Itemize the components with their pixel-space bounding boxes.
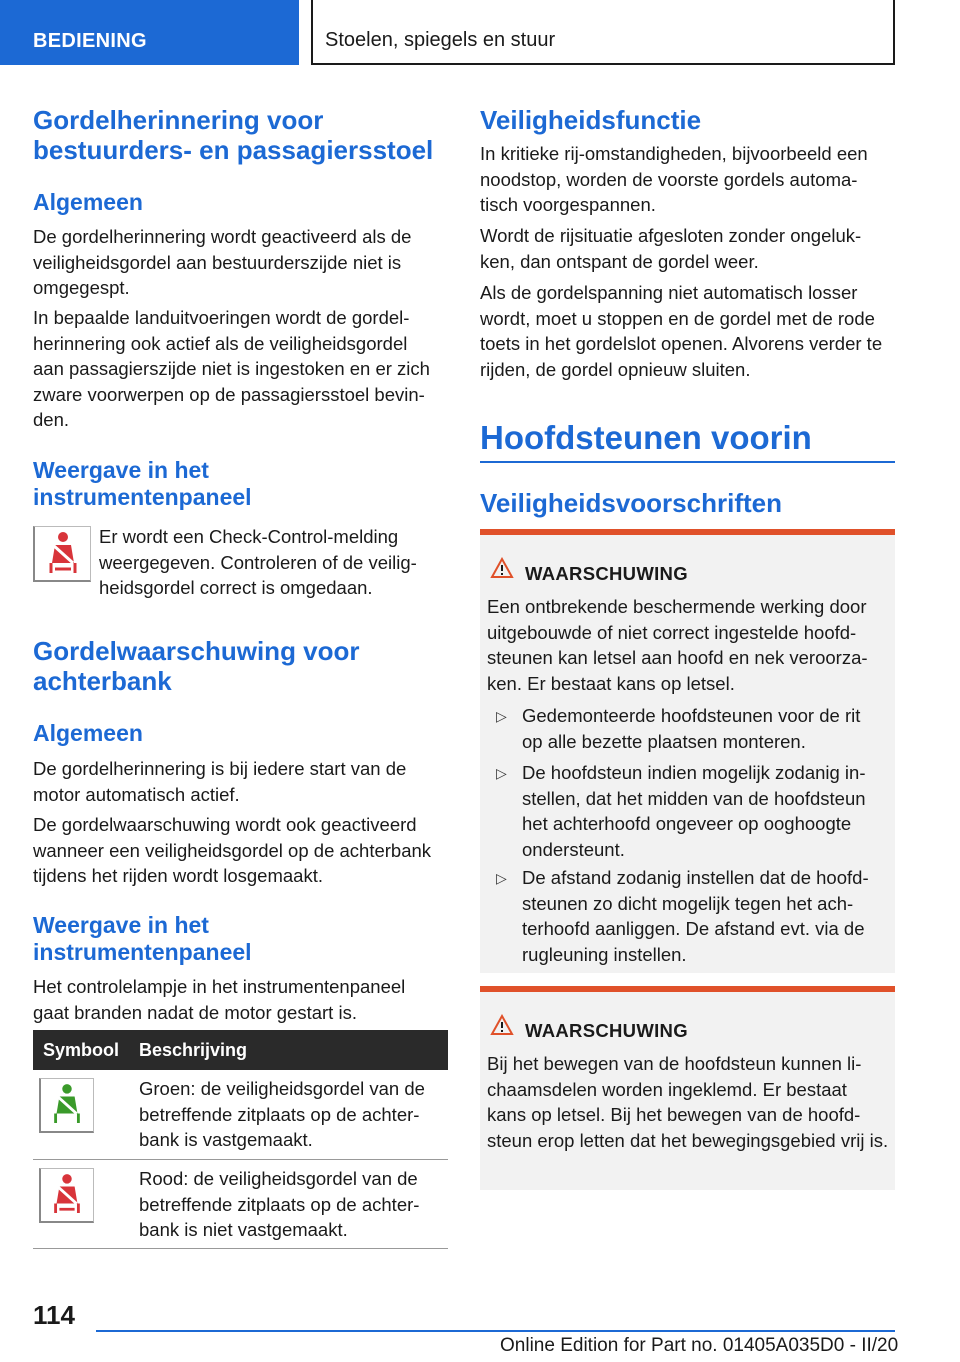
chapter-tab — [311, 0, 895, 65]
heading-underline — [480, 461, 895, 463]
column-header-description: Beschrijving — [139, 1040, 248, 1060]
paragraph: De gordelherinnering wordt geactiveerd als de veiligheidsgordel aan bestuurderszijde niet is omgegespt. — [33, 226, 412, 298]
warning-triangle-icon — [490, 1014, 514, 1041]
seatbelt-warning-red-icon — [33, 526, 91, 582]
heading-safety-regulations: Veiligheidsvoorschriften — [480, 488, 782, 518]
section-label: BEDIENING — [33, 30, 147, 52]
section-tab — [0, 0, 299, 65]
subheading-general: Algemeen — [33, 720, 143, 746]
seatbelt-green-icon — [39, 1078, 94, 1133]
heading-seatbelt-reminder-front: Gordelherinnering voor bestuurders- en passagiersstoel — [33, 105, 434, 165]
column-header-symbol: Symbool — [43, 1040, 120, 1060]
warning-text: Een ontbrekende beschermende werking door uitgebouwde of niet correct ingestelde hoofd-steunen kan letsel aan hoofd en nek veroorza-ken. Er bestaat kans op letsel. — [487, 596, 868, 694]
paragraph: Het controlelampje in het instrumentenpaneel gaat branden nadat de motor gestart is. — [33, 976, 406, 1023]
seatbelt-red-icon — [39, 1168, 94, 1223]
footer-rule — [96, 1330, 895, 1332]
subheading-display: Weergave in het instrumentenpaneel — [33, 457, 252, 510]
bullet-triangle-icon: ▷ — [496, 870, 507, 886]
bullet-triangle-icon: ▷ — [496, 765, 507, 781]
heading-seatbelt-warning-rear: Gordelwaarschuwing voor achterbank — [33, 636, 360, 696]
chapter-label: Stoelen, spiegels en stuur — [325, 29, 556, 51]
paragraph: Als de gordelspanning niet automatisch losser wordt, moet u stoppen en de gordel met de rode toets in het gordelslot openen. Alvorens verder te rijden, de gordel opnieuw sluiten. — [480, 282, 883, 380]
warning-box — [480, 986, 895, 1190]
table-cell-description: Rood: de veiligheidsgordel van de betreffende zitplaats op de achter-bank is niet vastgemaakt. — [139, 1168, 420, 1240]
paragraph: In kritieke rij-omstandigheden, bijvoorbeeld een noodstop, worden de voorste gordels automa-tisch voorgespannen. — [480, 143, 868, 215]
heading-front-headrests: Hoofdsteunen voorin — [480, 419, 812, 456]
table-cell-description: Groen: de veiligheidsgordel van de betreffende zitplaats op de achter-bank is vastgemaakt. — [139, 1078, 425, 1150]
paragraph: In bepaalde landuitvoeringen wordt de gordel-herinnering ook actief als de veiligheidsgordel aan passagierszijde niet is ingestoken en er zich zware voorwerpen op de passagiersstoel bevin-den. — [33, 307, 430, 430]
page-number: 114 — [33, 1300, 75, 1330]
display-description: Er wordt een Check-Control-melding weergegeven. Controleren of de veilig-heidsgordel correct is omgedaan. — [99, 526, 417, 598]
warning-triangle-icon — [490, 557, 514, 584]
list-item: Gedemonteerde hoofdsteunen voor de rit op alle bezette plaatsen monteren. — [522, 705, 861, 752]
table-row-divider — [33, 1159, 448, 1160]
warning-box — [480, 529, 895, 973]
heading-safety-function: Veiligheidsfunctie — [480, 105, 702, 135]
warning-title: WAARSCHUWING — [525, 563, 688, 584]
subheading-display: Weergave in het instrumentenpaneel — [33, 912, 252, 965]
list-item: De afstand zodanig instellen dat de hoofd-steunen zo dicht mogelijk tegen het ach-terhoofd aanliggen. De afstand evt. via de rugleuning instellen. — [522, 867, 869, 965]
symbol-table-header — [33, 1030, 448, 1070]
warning-title: WAARSCHUWING — [525, 1020, 688, 1041]
paragraph: Wordt de rijsituatie afgesloten zonder ongeluk-ken, dan ontspant de gordel weer. — [480, 225, 862, 272]
table-row-divider — [33, 1248, 448, 1249]
warning-text: Bij het bewegen van de hoofdsteun kunnen li-chaamsdelen worden ingeklemd. Er bestaat kans op letsel. Bij het bewegen van de hoofd-steun erop letten dat het bewegingsgebied vrij is. — [487, 1053, 889, 1151]
paragraph: De gordelherinnering is bij iedere start van de motor automatisch actief. — [33, 758, 407, 805]
bullet-triangle-icon: ▷ — [496, 708, 507, 724]
list-item: De hoofdsteun indien mogelijk zodanig in-stellen, dat het midden van de hoofdsteun het achterhoofd ongeveer op ooghoogte ondersteunt. — [522, 762, 866, 860]
subheading-general: Algemeen — [33, 189, 143, 215]
footer-edition: Online Edition for Part no. 01405A035D0 - II/20 — [500, 1335, 899, 1356]
paragraph: De gordelwaarschuwing wordt ook geactiveerd wanneer een veiligheidsgordel op de achterbank tijdens het rijden wordt losgemaakt. — [33, 814, 432, 886]
